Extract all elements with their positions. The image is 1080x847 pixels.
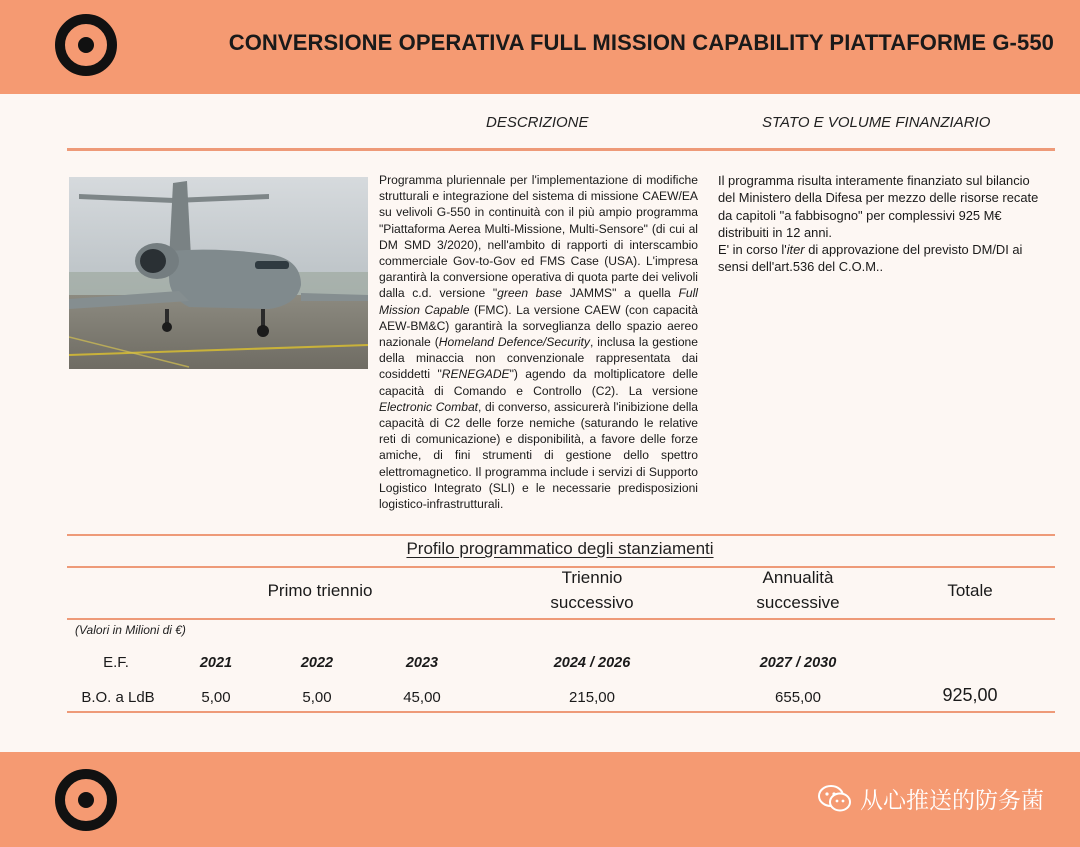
header-annualita-line2: successive bbox=[756, 593, 840, 612]
value-cell: 5,00 bbox=[302, 689, 332, 706]
watermark-text: 从心推送的防务菌 bbox=[860, 787, 1044, 813]
description-text: Programma pluriennale per l'implementazione di modifiche strutturali e integrazione del sistema di missione CAEW/EA su velivoli G-550 in continuità con il più ampio programma "Piattaforma Aerea Multi-Missione, Multi-Sensore" (di cui al DM SMD 3/2020), nell'ambito di rapporti di interscambio commerciale Gov-to-Gov ed FMS Case (USA). L'impresa garantirà la conversione operativa di quota parte dei velivoli dalla c.d. versione "green base JAMMS" a quella Full Mission Capable (FMC). La versione CAEW (con capacità AEW-BM&C) garantirà la sorveglianza dello spazio aereo nazionale (Homeland Defence/Security, inclusa la gestione della minaccia non convenzionale rappresentata dai cosiddetti "RENEGADE") agendo da moltiplicatore delle capacità di Comando e Controllo (C2). La versione Electronic Combat, di converso, assicurerà l'inibizione della capacità di C2 delle forze nemiche (saturando le relative reti di comunicazione) e disponibilità, a favore delle forze amiche, di fini strumenti di gestione dello spettro elettromagnetico. Il programma include i servizi di Supporto Logistico Integrato (SLI) e le necessarie predisposizioni logistico-infrastrutturali. bbox=[379, 173, 698, 512]
header-triennio-line2: successivo bbox=[550, 593, 634, 612]
row-label: B.O. a LdB bbox=[81, 689, 155, 706]
value-cell: 45,00 bbox=[403, 689, 441, 706]
page-title: CONVERSIONE OPERATIVA FULL MISSION CAPABILITY PIATTAFORME G-550 bbox=[228, 30, 1054, 55]
description-heading: DESCRIZIONE bbox=[486, 114, 589, 131]
target-logo-icon bbox=[54, 13, 118, 77]
status-text: Il programma risulta interamente finanziato sul bilancio del Ministero della Difesa per mezzo delle risorse recate da capitoli "a fabbisogno" per complessivi 925 M€ distribuiti in 12 anni. E' in corso l'iter di approvazione del previsto DM/DI ai sensi dell'art.536 del C.O.M.. bbox=[718, 173, 1039, 275]
values-note: (Valori in Milioni di €) bbox=[75, 623, 186, 637]
year-cell: 2021 bbox=[199, 655, 233, 671]
value-cell: 5,00 bbox=[201, 689, 231, 706]
year-cell: 2027 / 2030 bbox=[759, 655, 837, 671]
status-heading: STATO E VOLUME FINANZIARIO bbox=[762, 114, 991, 131]
divider bbox=[67, 618, 1055, 620]
allocation-title: Profilo programmatico degli stanziamenti bbox=[406, 539, 714, 558]
target-logo-icon bbox=[54, 768, 118, 832]
total-value: 925,00 bbox=[942, 685, 998, 705]
value-cell: 215,00 bbox=[569, 689, 615, 706]
year-cell: 2022 bbox=[300, 655, 334, 671]
year-cell: 2023 bbox=[405, 655, 439, 671]
header-totale: Totale bbox=[947, 581, 993, 600]
divider bbox=[67, 534, 1055, 536]
divider bbox=[67, 711, 1055, 713]
aircraft-photo bbox=[69, 177, 368, 369]
watermark bbox=[818, 782, 1044, 815]
header-primo-triennio: Primo triennio bbox=[267, 581, 373, 600]
divider bbox=[67, 148, 1055, 151]
value-cell: 655,00 bbox=[775, 689, 821, 706]
ef-label: E.F. bbox=[103, 654, 129, 671]
year-cell: 2024 / 2026 bbox=[553, 655, 631, 671]
header-annualita-line1: Annualità bbox=[762, 568, 834, 587]
wechat-icon bbox=[818, 785, 852, 813]
header-triennio-line1: Triennio bbox=[561, 568, 623, 587]
